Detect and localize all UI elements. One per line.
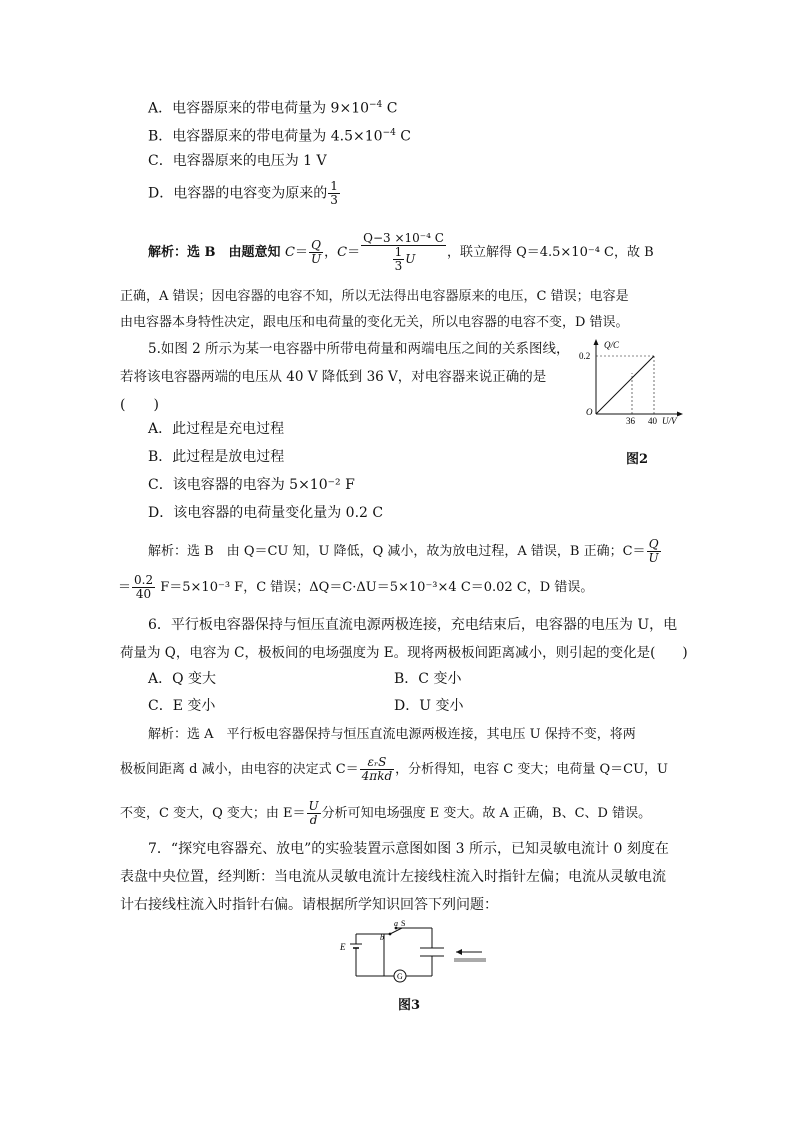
q5-option-c: C．该电容器的电容为 5×10⁻² F (148, 477, 355, 493)
q5-stem-line1: 5.如图 2 所示为某一电容器中所带电荷量和两端电压之间的关系图线， (148, 341, 570, 357)
fraction-q-over-u: $\frac{Q}{U}$ (311, 238, 322, 266)
q6-solution-line1: 解析：选 A 平行板电容器保持与恒压直流电源两极连接，其电压 U 保持不变，将两 (148, 727, 636, 742)
fraction-one-third: $\frac{1}{3}$ (330, 179, 338, 207)
q7-stem-line1: 7．“探究电容器充、放电”的实验装置示意图如图 3 所示，已知灵敏电流计 0 刻度在 (148, 841, 669, 857)
origin-label: O (586, 407, 593, 417)
figure-2-caption: 图2 (626, 452, 649, 467)
circuit-diagram (336, 918, 496, 986)
q7-stem-line3: 计右接线柱流入时指针右偏。请根据所学知识回答下列问题： (120, 897, 498, 913)
q6-option-b: B．C 变小 (394, 671, 462, 687)
q4-option-b: B．电容器原来的带电荷量为 $4.5\times 10^{-4}$ C (148, 128, 412, 145)
q4-solution-line2: 正确，A 错误；因电容器的电容不知，所以无法得出电容器原来的电压，C 错误；电容是 (120, 289, 629, 304)
figure-3-caption: 图3 (398, 998, 421, 1013)
q6-stem-line1: 6．平行板电容器保持与恒压直流电源两极连接，充电结束后，电容器的电压为 U，电 (148, 617, 678, 633)
q-u-graph (579, 336, 692, 426)
y-axis-label: Q/C (604, 340, 620, 350)
q5-stem-line3: ( ) (120, 397, 159, 413)
x-tick-40: 40 (648, 416, 657, 426)
x-axis-label: U/V (662, 416, 677, 426)
q4-solution-line1: 解析：选 B 由题意知 C＝ $\frac{Q}{U}$ ，C＝ Q−3 ×10⁻⁴ C $\frac{1}{3}$ U ，联立解得 Q＝4.5×10⁻⁴ C，故 B (148, 231, 654, 273)
q7-stem-line2: 表盘中央位置，经判断：当电流从灵敏电流计左接线柱流入时指针左偏；电流从灵敏电流 (120, 869, 666, 885)
battery-label: E (340, 942, 346, 952)
fraction-complex: Q−3 ×10⁻⁴ C $\frac{1}{3}$ U (363, 231, 444, 273)
y-axis-arrow (594, 339, 599, 345)
switch-label: S (401, 919, 406, 928)
q6-solution-line2: 极板间距离 d 减小，由电容的决定式 C＝ $\frac{\text{εᵣS}}{\text{4πkd}}$ ，分析得知，电容 C 变大；电荷量 Q＝CU，U (120, 755, 669, 783)
data-line (596, 356, 654, 414)
q4-option-c: C．电容器原来的电压为 1 V (148, 153, 327, 169)
q6-option-c: C．E 变小 (148, 698, 216, 714)
q6-option-d: D．U 变小 (394, 698, 464, 714)
dielectric-slab (454, 958, 486, 962)
x-axis-arrow (677, 412, 683, 417)
q4-solution-line3: 由电容器本身特性决定，跟电压和电荷量的变化无关，所以电容器的电容不变，D 错误。 (120, 315, 629, 330)
q6-solution-line3: 不变，C 变大，Q 变大；由 E＝ $\frac{U}{d}$ 分析可知电场强度 E 变大。故 A 正确，B、C、D 错误。 (120, 799, 652, 827)
q6-option-a: A．Q 变大 (148, 671, 217, 687)
q4-option-a: A．电容器原来的带电荷量为 $9\times 10^{-4}$ C (148, 100, 398, 117)
q5-solution-line1: 解析：选 B 由 Q＝CU 知，U 降低，Q 减小，故为放电过程，A 错误，B 正确；C＝ $\frac{Q}{U}$ (148, 537, 659, 565)
x-tick-36: 36 (626, 416, 635, 426)
node-a-label: a (394, 919, 398, 928)
node-b-label: b (380, 933, 384, 942)
q4-option-d: D．电容器的电容变为原来的 $\frac{1}{3}$ (148, 179, 338, 207)
q5-option-a: A．此过程是充电过程 (148, 421, 285, 437)
q5-option-b: B．此过程是放电过程 (148, 449, 285, 465)
y-tick-label: 0.2 (579, 351, 591, 361)
q5-stem-line2: 若将该电容器两端的电压从 40 V 降低到 36 V，对电容器来说正确的是 (120, 369, 547, 385)
arrow-icon (456, 949, 462, 955)
galvanometer-label: G (397, 972, 403, 981)
q5-option-d: D．该电容器的电荷量变化量为 0.2 C (148, 505, 384, 521)
q6-stem-line2: 荷量为 Q，电容为 C，极板间的电场强度为 E。现将两极板间距离减小，则引起的变化是( ) (120, 645, 688, 661)
q5-solution-line2: ＝ $\frac{0.2}{40}$ F＝5×10⁻³ F，C 错误；ΔQ＝C·ΔU＝5×10⁻³×4 C＝0.02 C，D 错误。 (118, 573, 594, 601)
